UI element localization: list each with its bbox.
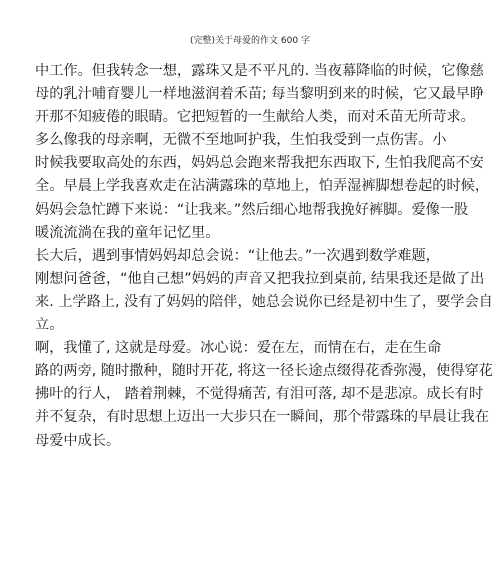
text-line: 拂叶的行人， 踏着荆棘，不觉得痛苦, 有泪可落, 却不是悲凉。成长有时 (35, 386, 484, 403)
text-line: 暖流流淌在我的童年记忆里。 (35, 224, 220, 241)
text-line: 刚想问爸爸，“他自己想”妈妈的声音又把我拉到桌前, 结果我还是做了出 (35, 270, 485, 287)
text-line: 妈妈会急忙蹲下来说：“让我来。”然后细心地帮我挽好裤脚。爱像一股 (35, 201, 469, 218)
text-line: 多么像我的母亲啊，无微不至地呵护我，生怕我受到一点伤害。小 (35, 132, 447, 149)
essay-body (35, 60, 493, 453)
text-line: 长大后，遇到事情妈妈却总会说：“让他去。”一次遇到数学难题， (35, 247, 440, 264)
text-line: 全。早晨上学我喜欢走在沾满露珠的草地上，怕弄湿裤脚想卷起的时候， (35, 178, 490, 195)
text-line: 啊，我懂了, 这就是母爱。冰心说：爱在左，而情在右，走在生命 (35, 340, 442, 357)
text-line: 立。 (35, 317, 64, 334)
document-title: (完整)关于母爱的作文 600 字 (190, 36, 310, 46)
text-line: 路的两旁, 随时撒种，随时开花, 将这一径长途点缀得花香弥漫，使得穿花 (35, 363, 493, 380)
text-line: 开那不知疲倦的眼睛。它把短暂的一生献给人类，而对禾苗无所苛求。 (35, 109, 475, 126)
text-line: 母爱中成长。 (35, 432, 121, 449)
text-line: 来. 上学路上, 没有了妈妈的陪伴，她总会说你已经是初中生了，要学会自 (35, 293, 493, 310)
text-line: 中工作。但我转念一想，露珠又是不平凡的. 当夜幕降临的时候，它像慈 (35, 63, 484, 79)
text-line: 并不复杂，有时思想上迈出一大步只在一瞬间，那个带露珠的早晨让我在 (35, 409, 490, 426)
text-line: 母的乳汁哺育婴儿一样地滋润着禾苗; 每当黎明到来的时候，它又最早睁 (35, 86, 485, 103)
text-line: 时候我要取高处的东西，妈妈总会跑来帮我把东西取下, 生怕我爬高不安 (35, 155, 484, 172)
